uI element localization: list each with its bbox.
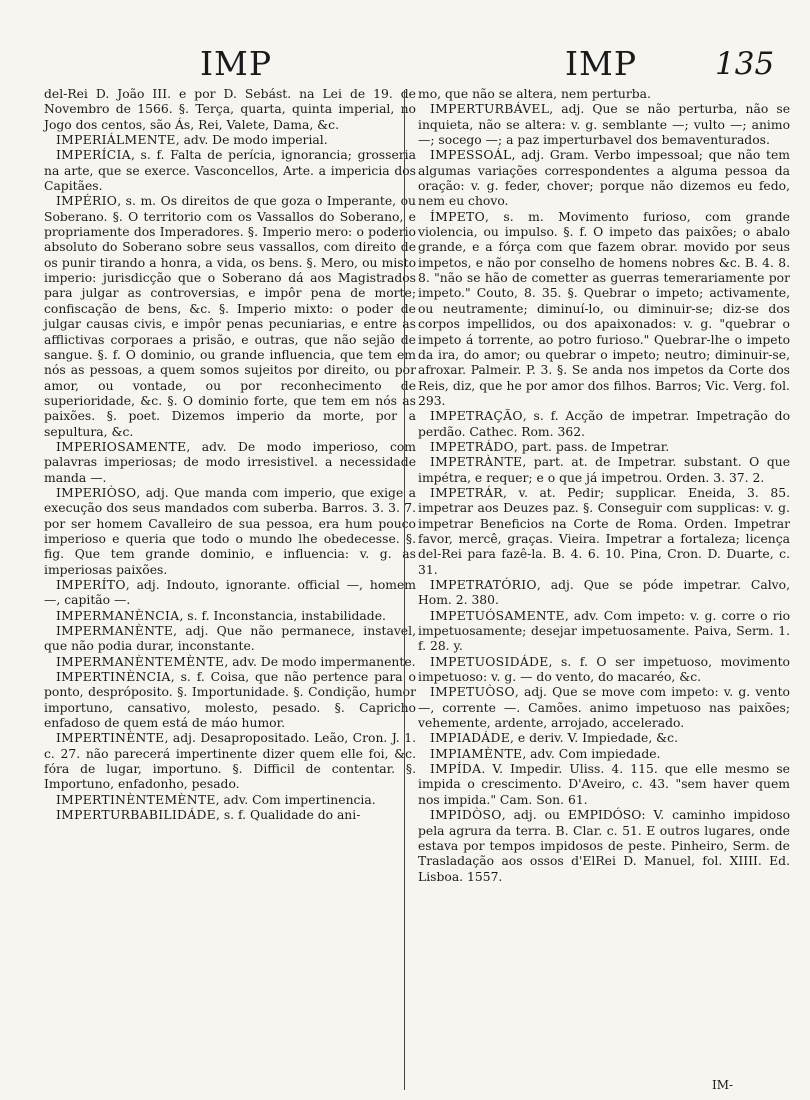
entry-headword: IMPERMANÈNTE xyxy=(56,624,174,639)
dictionary-entry xyxy=(418,609,790,655)
entry-headword: IMPIAMÈNTE xyxy=(430,746,523,761)
left-running-headword: IMP xyxy=(200,44,273,83)
entry-headword: IMPETUÓSAMENTE xyxy=(430,608,565,623)
entry-definition: , adv. De modo imperial. xyxy=(175,133,328,148)
dictionary-entry xyxy=(418,655,790,686)
entry-definition: , e deriv. V. Impiedade, &c. xyxy=(510,731,678,746)
entry-definition: , adj. Que se move com impeto: v. g. vento —, corrente —. Camões. animo impetuoso nas paixões; vehemente, ardente, arrojado, accelerado. xyxy=(418,685,790,731)
entry-headword: IMPESSOÁL xyxy=(430,148,512,163)
column-divider xyxy=(404,90,405,1090)
entry-headword: IMPERIÁLMENTE xyxy=(56,133,176,148)
entry-headword: IMPETRAÇÃO xyxy=(430,409,523,424)
entry-headword: IMPERTINÈNCIA xyxy=(56,670,171,685)
dictionary-entry xyxy=(418,685,790,731)
entry-headword: IMPETRÁDO xyxy=(430,439,514,454)
catchword: IM- xyxy=(712,1078,734,1092)
entry-headword: IMPETUÒSO xyxy=(430,685,515,700)
entry-definition: , adv. Com impiedade. xyxy=(522,746,661,761)
dictionary-entry xyxy=(44,793,416,808)
entry-definition: , part. pass. de Impetrar. xyxy=(514,439,670,454)
dictionary-entry xyxy=(44,731,416,792)
entry-definition: , s. f. Coisa, que não pertence para o ponto, despróposito. §. Importunidade. §. Condição, humor importuno, cansativo, molesto, pesado. §. Capricho enfadoso de quem está de máo humor. xyxy=(44,670,416,731)
entry-headword: IMPERTURBABILIDÁDE xyxy=(56,808,216,823)
entry-definition: , adj. Que se póde impetrar. Calvo, Hom. 2. 380. xyxy=(418,578,790,608)
entry-definition: , adv. Com impertinencia. xyxy=(215,792,376,807)
dictionary-entry xyxy=(418,747,790,762)
entry-headword: IMPÉRIO xyxy=(56,194,118,209)
dictionary-entry xyxy=(44,194,416,440)
entry-definition: , adj. ou EMPIDÓSO: V. caminho impidoso pela agrura da terra. B. Clar. c. 51. E outros lugares, onde estava por tempos impidosos de peste. Pinheiro, Serm. de Trasladação aos ossos d'ElRei D. Manuel, fol. XIIII. Ed. Lisboa. 1557. xyxy=(418,808,790,884)
entry-definition: , part. at. de Impetrar. substant. O que impétra, e requer; e o que já impetrou. Orden. 3. 37. 2. xyxy=(418,455,790,485)
entry-headword: IMPETRÀNTE xyxy=(430,455,523,470)
dictionary-entry xyxy=(44,87,416,133)
entry-headword: IMPÍDA xyxy=(430,762,482,777)
entry-headword: IMPERIOSAMENTE xyxy=(56,439,187,454)
dictionary-entry xyxy=(44,486,416,578)
dictionary-entry xyxy=(418,102,790,148)
entry-definition: , v. at. Pedir; supplicar. Eneida, 3. 85. impetrar aos Deuzes paz. §. Conseguir com supplicas: v. g. impetrar Beneficios na Corte de Roma. Orden. Impetrar favor, mercê, graças. Vieira. Impetrar a fortaleza; licença del-Rei para fazê-la. B. 4. 6. 10. Pina, Cron. D. Duarte, c. 31. xyxy=(418,485,790,577)
dictionary-entry xyxy=(418,808,790,885)
dictionary-entry xyxy=(44,624,416,655)
dictionary-entry xyxy=(418,440,790,455)
dictionary-entry xyxy=(44,670,416,731)
entry-definition: , adj. Gram. Verbo impessoal; que não tem algumas variações correspondentes a alguma pessoa da oração: v. g. feder, chover; porque não dizemos eu fedo, nem eu chovo. xyxy=(418,148,790,209)
entry-headword: IMPERIÒSO xyxy=(56,485,137,500)
entry-headword: IMPERÍTO xyxy=(56,578,126,592)
entry-definition: , adv. De modo imperioso, com palavras imperiosas; de modo irresistivel. a necessidade manda —. xyxy=(44,439,416,485)
dictionary-entry xyxy=(418,148,790,209)
entry-headword: IMPIDÒSO xyxy=(430,808,502,823)
dictionary-entry xyxy=(44,133,416,148)
dictionary-entry xyxy=(418,455,790,486)
entry-headword: IMPETUOSIDÁDE xyxy=(430,654,549,669)
entry-definition: . V. Impedir. Uliss. 4. 115. que elle mesmo se impida o crescimento. D'Aveiro, c. 43. "sem haver quem nos impida." Cam. Son. 61. xyxy=(418,762,790,807)
dictionary-entry xyxy=(44,148,416,194)
entry-definition: , adj. Desapropositado. Leão, Cron. J. 1. c. 27. não parecerá impertinente dizer quem elle foi, &c. fóra de lugar, importuno. §. Difficil de contentar. §. Importuno, enfadonho, pesado. xyxy=(44,731,416,792)
entry-definition: , s. f. Inconstancia, instabilidade. xyxy=(179,608,386,623)
right-column xyxy=(418,87,790,885)
dictionary-entry xyxy=(44,808,416,823)
entry-headword: IMPERÍCIA xyxy=(56,148,131,163)
dictionary-entry xyxy=(44,655,416,670)
page-number: 135 xyxy=(715,46,775,82)
dictionary-entry xyxy=(418,731,790,746)
entry-headword: IMPERTURBÁVEL xyxy=(430,102,550,117)
dictionary-entry xyxy=(418,762,790,808)
dictionary-entry xyxy=(44,440,416,486)
entry-definition: , adj. Que se não perturba, não se inquieta, não se altera: v. g. semblante —; vulto —; animo —; socego —; a paz imperturbavel dos bemaventurados. xyxy=(418,102,790,148)
dictionary-entry xyxy=(418,409,790,440)
entry-definition: , adj. Que não permanece, instavel, que não podia durar, inconstante. xyxy=(44,624,416,654)
dictionary-entry xyxy=(44,609,416,624)
entry-definition: , s. m. Os direitos de que goza o Imperante, ou Soberano. §. O territorio com os Vassallos do Soberano, e propriamente dos Imperadores. §. Imperio mero: o poderio absoluto do Soberano sobre seus vassallos, com direito de os punir tirando a honra, a vida, os bens. §. Mero, ou misto imperio: jurisdicção que o Soberano dá aos Magistrados para julgar as controversias, e impôr pena de morte; confiscação de bens, &c. §. Imperio mixto: o poder de julgar causas civis, e impôr penas pecuniarias, e entre as afflictivas corporaes a prisão, e outras, que não sejão de sangue. §. f. O dominio, ou grande influencia, que tem em nós as pessoas, a quem somos sujeitos por direito, ou por amor, ou vontade, ou por reconhecimento de superioridade, &c. §. O dominio forte, que tem em nós as paixões. §. poet. Dizemos imperio da morte, por a sepultura, &c. xyxy=(44,194,416,439)
entry-definition: , adj. Que manda com imperio, que exige a execução dos seus mandados com suberba. Barros. 3. 3. 7. por ser homem Cavalleiro de sua pessoa, era hum pouco imperioso e queria que todo o mundo lhe obedecesse. §. fig. Que tem grande dominio, e influencia: v. g. as imperiosas paixões. xyxy=(44,485,416,577)
dictionary-entry xyxy=(418,578,790,609)
entry-headword: IMPETRATÓRIO xyxy=(430,578,537,592)
dictionary-entry xyxy=(44,578,416,609)
entry-headword: IMPERMANÈNTEMÈNTE xyxy=(56,654,225,669)
dictionary-entry xyxy=(418,210,790,409)
entry-headword: IMPERTINÈNTEMÈNTE xyxy=(56,792,216,807)
entry-headword: IMPIADÁDE xyxy=(430,731,511,746)
entry-definition: , s. f. Qualidade do ani- xyxy=(215,808,361,823)
entry-headword: IMPERTINÈNTE xyxy=(56,731,165,746)
entry-headword: ÍMPETO xyxy=(430,209,485,224)
entry-definition: , s. f. Acção de impetrar. Impetração do perdão. Cathec. Rom. 362. xyxy=(418,409,790,439)
entry-definition: , s. f. O ser impetuoso, movimento impetuoso: v. g. — do vento, do macaréo, &c. xyxy=(418,654,790,685)
entry-definition: , s. m. Movimento furioso, com grande violencia, ou impulso. §. f. O impeto das paixões; o abalo grande, e a fórça com que fazem obrar. movido por seus impetos, e não por conselho de homens nobres &c. B. 4. 8. 8. "não se hão de cometter as guerras temerariamente por impeto." Couto, 8. 35. §. Quebrar o impeto; activamente, ou neutramente; diminuí-lo, ou diminuir-se; diz-se dos corpos impellidos, ou dos apaixonados: v. g. "quebrar o impeto á torrente, ao potro furioso." Quebrar-lhe o impeto da ira, do amor; ou quebrar o impeto; neutro; diminuir-se, afroxar. Palmeir. P. 3. §. Se anda nos impetos da Corte dos Reis, diz, que he por amor dos filhos. Barros; Vic. Verg. fol. 293. xyxy=(418,209,790,408)
dictionary-entry xyxy=(418,486,790,578)
entry-definition: , adv. Com impeto: v. g. corre o rio impetuosamente; desejar impetuosamente. Paiva, Serm. 1. f. 28. y. xyxy=(418,608,790,654)
entry-definition: , adv. De modo impermanente. xyxy=(224,654,416,669)
dictionary-entry xyxy=(418,87,790,102)
entry-definition: , s. f. Falta de perícia, ignorancia; grosseria na arte, que se exerce. Vasconcellos, Arte. a impericia dos Capitães. xyxy=(44,148,416,194)
right-running-headword: IMP xyxy=(565,44,638,83)
entry-headword: IMPERMANÈNCIA xyxy=(56,608,180,623)
left-column xyxy=(44,87,416,824)
entry-headword: IMPETRÁR xyxy=(430,485,503,500)
entry-definition: mo, que não se altera, nem perturba. xyxy=(418,87,651,101)
entry-definition: , adj. Indouto, ignorante. official —, homem —, capitão —. xyxy=(44,578,416,608)
entry-definition: del-Rei D. João III. e por D. Sebást. na Lei de 19. de Novembro de 1566. §. Terça, quarta, quinta imperial, no Jogo dos centos, são Ás, Rei, Valete, Dama, &c. xyxy=(44,87,416,132)
